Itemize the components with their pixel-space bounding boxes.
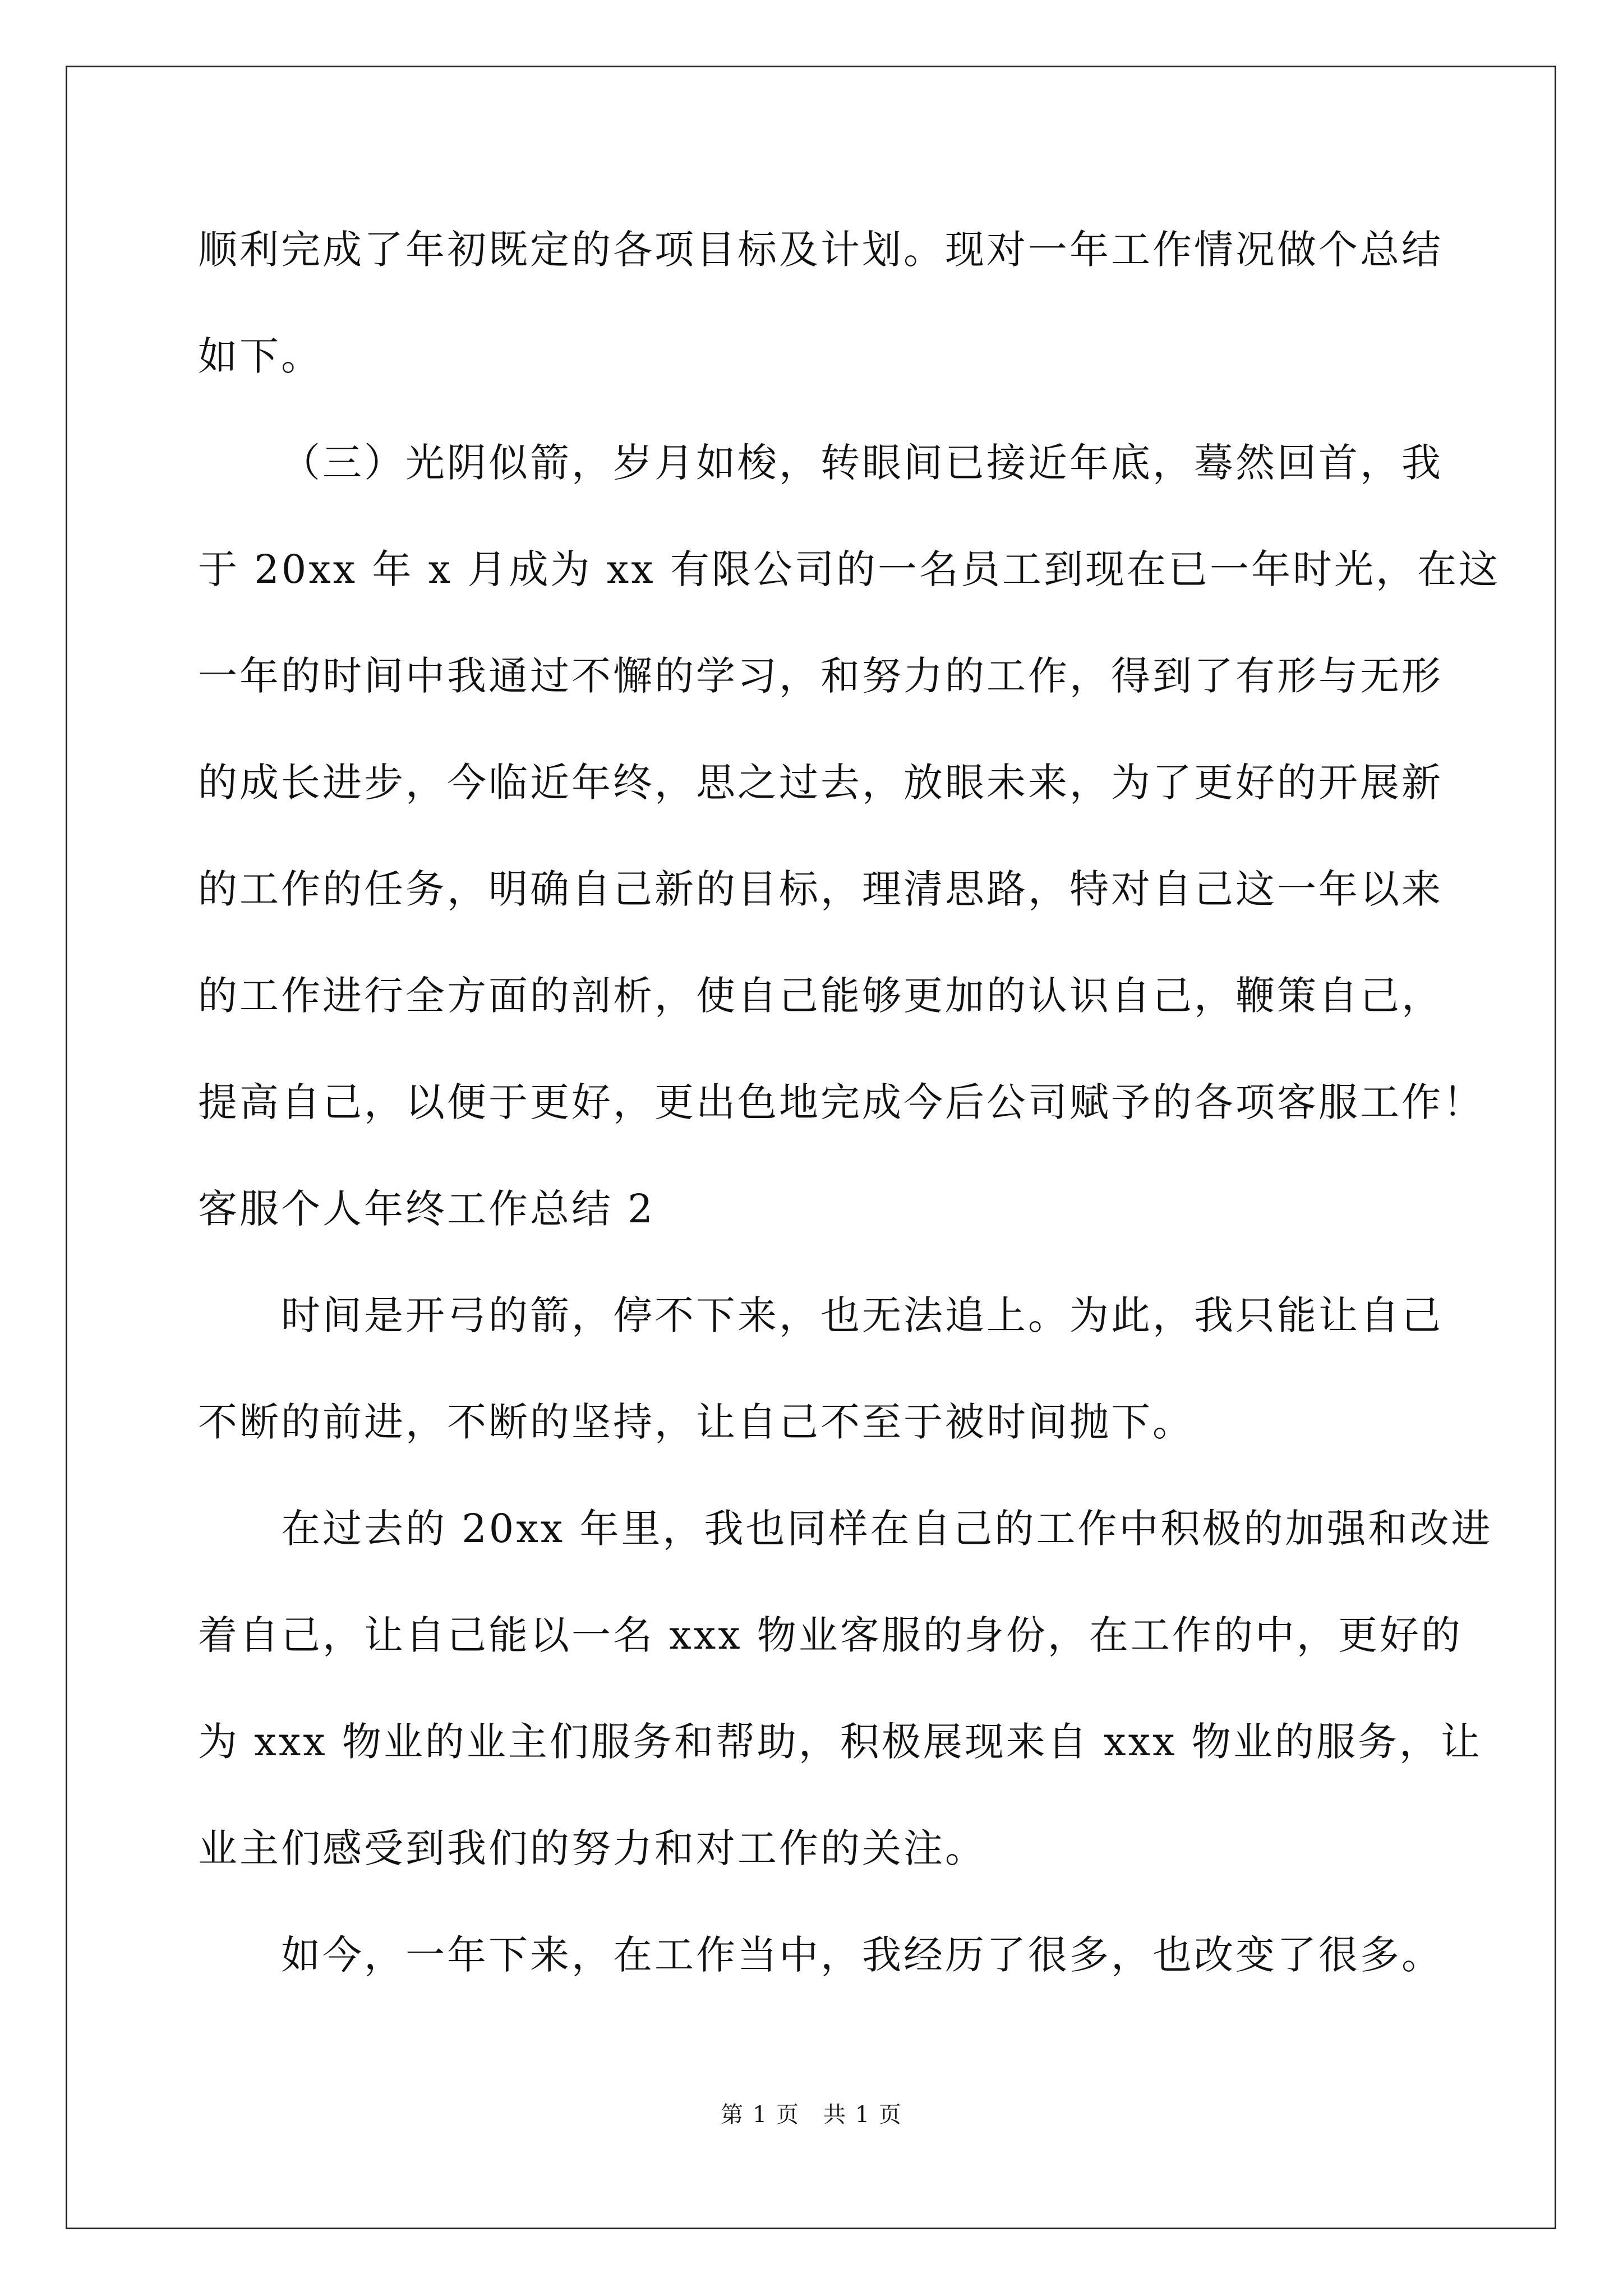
text-line: 为 xxx 物业的业主们服务和帮助，积极展现来自 xxx 物业的服务，让 bbox=[198, 1719, 1482, 1765]
page-number-footer: 第 1 页 共 1 页 bbox=[721, 2102, 902, 2128]
text-line: 于 20xx 年 x 月成为 xx 有限公司的一名员工到现在已一年时光，在这 bbox=[198, 546, 1500, 592]
text-line: （三）光阴似箭，岁月如梭，转眼间已接近年底，蓦然回首，我 bbox=[281, 440, 1443, 486]
text-line: 提高自己，以便于更好，更出色地完成今后公司赋予的各项客服工作！ bbox=[198, 1079, 1484, 1125]
text-line: 时间是开弓的箭，停不下来，也无法追上。为此，我只能让自己 bbox=[281, 1292, 1443, 1338]
text-line: 着自己，让自己能以一名 xxx 物业客服的身份，在工作的中，更好的 bbox=[198, 1612, 1463, 1658]
text-line: 不断的前进，不断的坚持，让自己不至于被时间抛下。 bbox=[198, 1399, 1194, 1445]
text-line: 在过去的 20xx 年里，我也同样在自己的工作中积极的加强和改进 bbox=[281, 1506, 1493, 1552]
document-body bbox=[198, 196, 1500, 2008]
text-line: 如下。 bbox=[198, 333, 322, 379]
text-line: 顺利完成了年初既定的各项目标及计划。现对一年工作情况做个总结 bbox=[198, 227, 1443, 273]
text-line: 的工作进行全方面的剖析，使自己能够更加的认识自己，鞭策自己， bbox=[198, 973, 1443, 1019]
text-line: 一年的时间中我通过不懈的学习，和努力的工作，得到了有形与无形 bbox=[198, 653, 1443, 699]
text-line: 业主们感受到我们的努力和对工作的关注。 bbox=[198, 1825, 986, 1871]
text-line: 如今，一年下来，在工作当中，我经历了很多，也改变了很多。 bbox=[281, 1932, 1443, 1978]
text-line: 的成长进步，今临近年终，思之过去，放眼未来，为了更好的开展新 bbox=[198, 760, 1443, 806]
section-heading: 客服个人年终工作总结 2 bbox=[198, 1186, 655, 1232]
text-line: 的工作的任务，明确自己新的目标，理清思路，特对自己这一年以来 bbox=[198, 866, 1443, 912]
